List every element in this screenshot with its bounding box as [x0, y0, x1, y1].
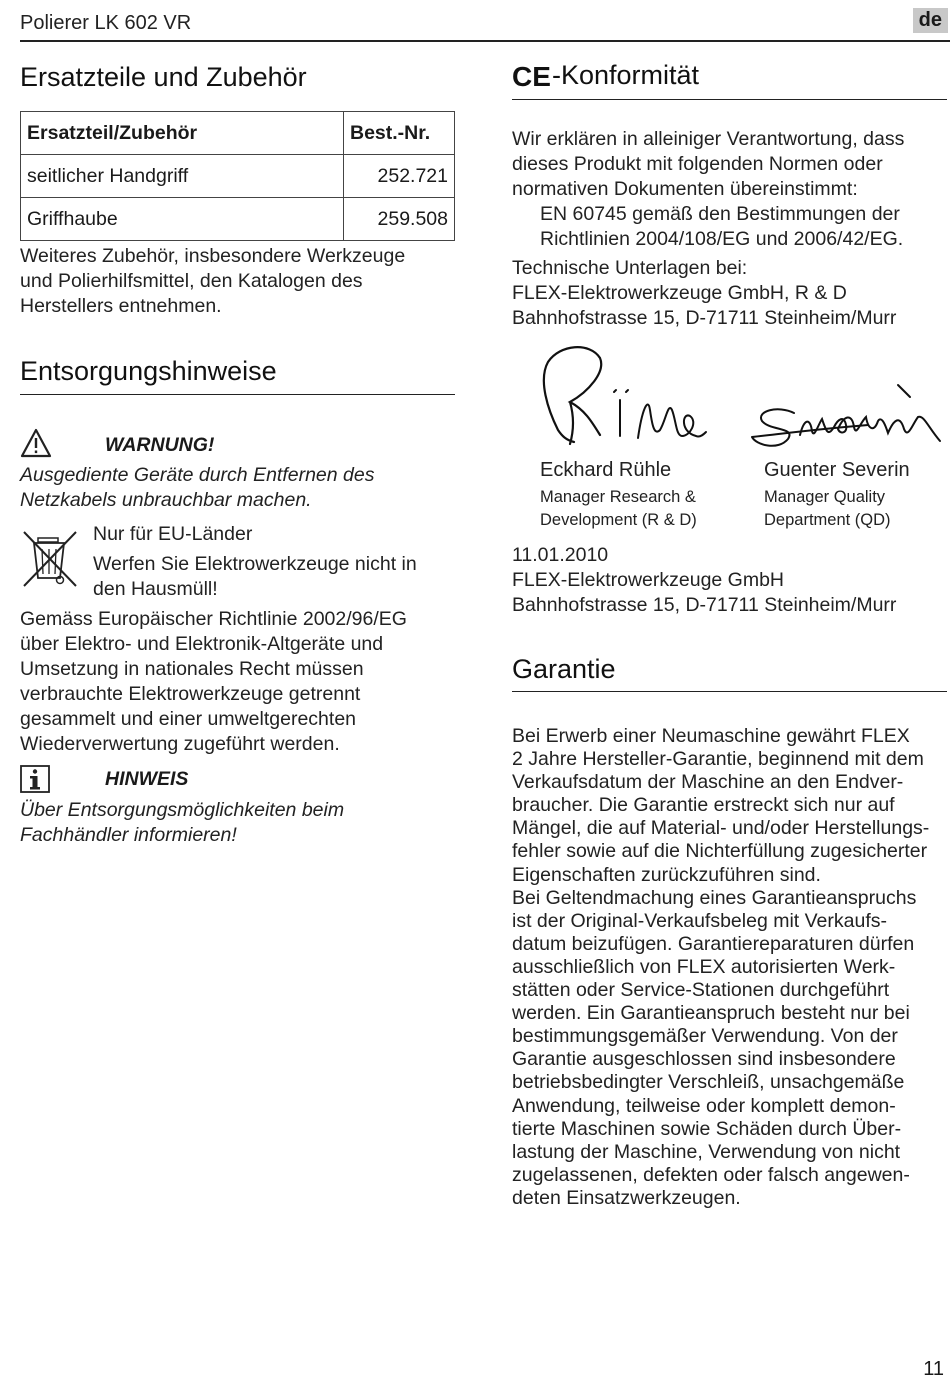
- table-cell: 252.721: [344, 155, 455, 198]
- warning-icon: [20, 428, 52, 458]
- text-line: bestimmungsgemäßer Verwendung. Von der: [512, 1025, 898, 1048]
- conformity-standards: [540, 202, 903, 252]
- text-line: betriebsbedingter Verschleiß, unsachgemäße: [512, 1071, 905, 1094]
- ce-mark-icon: [512, 60, 551, 92]
- text-line: Richtlinien 2004/108/EG und 2006/42/EG.: [540, 228, 904, 250]
- text-line: ist der Original-Verkaufsbeleg mit Verkaufs-: [512, 909, 887, 932]
- signer-name: Eckhard Rühle: [540, 459, 672, 481]
- signer-role: [764, 486, 910, 532]
- text-line: datum beizufügen. Garantiereparaturen dürfen: [512, 932, 915, 955]
- table-row: [21, 155, 455, 198]
- text-line: verbrauchte Elektrowerkzeuge getrennt: [20, 683, 361, 705]
- text-line: und Polierhilfsmittel, den Katalogen des: [20, 270, 363, 292]
- text-line: Wir erklären in alleiniger Verantwortung, dass: [512, 128, 905, 150]
- text-line: Development (R & D): [540, 511, 697, 529]
- table-row: [21, 198, 455, 241]
- text-line: ausschließlich von FLEX autorisierten Werk-: [512, 955, 896, 978]
- text-line: Garantie ausgeschlossen sind insbesondere: [512, 1048, 896, 1071]
- text-line: Eigenschaften zurückzuführen sind.: [512, 863, 821, 886]
- text-line: Netzkabels unbrauchbar machen.: [20, 489, 312, 511]
- text-line: Herstellers entnehmen.: [20, 295, 222, 317]
- text-line: lastung der Maschine, Verwendung von nicht: [512, 1140, 901, 1163]
- text-line: fehler sowie auf die Nichterfüllung zugesicherter: [512, 840, 928, 863]
- warning-label: WARNUNG!: [105, 434, 215, 456]
- text-line: Gemäss Europäischer Richtlinie 2002/96/EG: [20, 608, 407, 630]
- table-cell: 259.508: [344, 198, 455, 241]
- company: FLEX-Elektrowerkzeuge GmbH: [512, 569, 785, 591]
- text-line: Department (QD): [764, 511, 891, 529]
- parts-heading: Ersatzteile und Zubehör: [20, 62, 307, 92]
- text-line: 2 Jahre Hersteller-Garantie, beginnend mit dem: [512, 748, 924, 771]
- text-line: stätten oder Service-Stationen durchgeführt: [512, 979, 890, 1002]
- signature-severin: [748, 375, 944, 455]
- parts-table: [20, 111, 455, 241]
- text-line: Technische Unterlagen bei:: [512, 257, 748, 279]
- signer-ruehle: [540, 459, 697, 532]
- text-line: EN 60745 gemäß den Bestimmungen der: [540, 203, 900, 225]
- text-line: Manager Quality: [764, 488, 886, 506]
- text-line: Bei Erwerb einer Neumaschine gewährt FLEX: [512, 725, 910, 747]
- text-line: Mängel, die auf Material- und/oder Herstellungs-: [512, 817, 930, 840]
- parts-note: [20, 244, 405, 319]
- text-line: Bahnhofstrasse 15, D-71711 Steinheim/Murr: [512, 307, 897, 329]
- table-cell: Griffhaube: [21, 198, 344, 241]
- text-line: zugelassenen, defekten oder falsch angewen-: [512, 1163, 910, 1186]
- conformity-heading: -Konformität: [552, 60, 700, 90]
- text-line: braucher. Die Garantie erstreckt sich nur auf: [512, 794, 895, 817]
- conformity-docs: [512, 256, 896, 331]
- warranty-heading: Garantie: [512, 654, 616, 684]
- signer-name: Guenter Severin: [764, 459, 910, 481]
- warranty-text: [512, 725, 929, 1210]
- date: 11.01.2010: [512, 544, 609, 566]
- eu-title: Nur für EU-Länder: [93, 523, 253, 545]
- text-line: Verkaufsdatum der Maschine an den Endver-: [512, 771, 904, 794]
- text-line: Weiteres Zubehör, insbesondere Werkzeuge: [20, 245, 406, 267]
- text-line: Über Entsorgungsmöglichkeiten beim: [20, 799, 345, 821]
- conformity-heading-row: [512, 60, 699, 91]
- text-line: Manager Research &: [540, 488, 696, 506]
- address: Bahnhofstrasse 15, D-71711 Steinheim/Murr: [512, 594, 897, 616]
- hint-label: HINWEIS: [105, 768, 189, 790]
- table-header-cell: Best.-Nr.: [344, 112, 455, 155]
- signature-ruehle: [530, 340, 710, 455]
- text-line: Ausgediente Geräte durch Entfernen des: [20, 464, 375, 486]
- conformity-intro: [512, 127, 904, 202]
- warning-text: [20, 463, 375, 513]
- text-line: normativen Dokumenten übereinstimmt:: [512, 178, 858, 200]
- crossed-bin-icon: [20, 530, 80, 588]
- ce-mark-text: CE: [512, 60, 551, 92]
- text-line: FLEX-Elektrowerkzeuge GmbH, R & D: [512, 282, 847, 304]
- signer-severin: [764, 459, 910, 532]
- text-line: Bei Geltendmachung eines Garantieanspruchs: [512, 886, 917, 909]
- text-line: dieses Produkt mit folgenden Normen oder: [512, 153, 883, 175]
- table-cell: seitlicher Handgriff: [21, 155, 344, 198]
- text-line: Anwendung, teilweise oder komplett demon-: [512, 1094, 896, 1117]
- document-title: Polierer LK 602 VR: [20, 12, 192, 34]
- hint-text: [20, 798, 344, 848]
- language-badge: de: [913, 8, 948, 33]
- text-line: gesammelt und einer umweltgerechten: [20, 708, 357, 730]
- text-line: den Hausmüll!: [93, 578, 218, 600]
- text-line: deten Einsatzwerkzeugen.: [512, 1186, 741, 1209]
- text-line: über Elektro- und Elektronik-Altgeräte und: [20, 633, 384, 655]
- text-line: werden. Ein Garantieanspruch besteht nur bei: [512, 1002, 910, 1025]
- header-divider: [20, 40, 950, 42]
- table-header-cell: Ersatzteil/Zubehör: [21, 112, 344, 155]
- page-number: 11: [923, 1358, 944, 1380]
- text-line: Wiederverwertung zugeführt werden.: [20, 733, 340, 755]
- section-divider: [20, 394, 455, 395]
- signer-role: [540, 486, 697, 532]
- text-line: Fachhändler informieren!: [20, 824, 237, 846]
- info-icon: [20, 765, 50, 793]
- text-line: tierte Maschinen sowie Schäden durch Über-: [512, 1117, 902, 1140]
- section-divider: [512, 691, 947, 692]
- disposal-body: [20, 607, 407, 757]
- eu-text: [93, 552, 417, 602]
- table-header-row: [21, 112, 455, 155]
- text-line: Umsetzung in nationales Recht müssen: [20, 658, 364, 680]
- text-line: Werfen Sie Elektrowerkzeuge nicht in: [93, 553, 417, 575]
- section-divider: [512, 99, 947, 100]
- conformity-footer: [512, 543, 896, 618]
- disposal-heading: Entsorgungshinweise: [20, 356, 277, 386]
